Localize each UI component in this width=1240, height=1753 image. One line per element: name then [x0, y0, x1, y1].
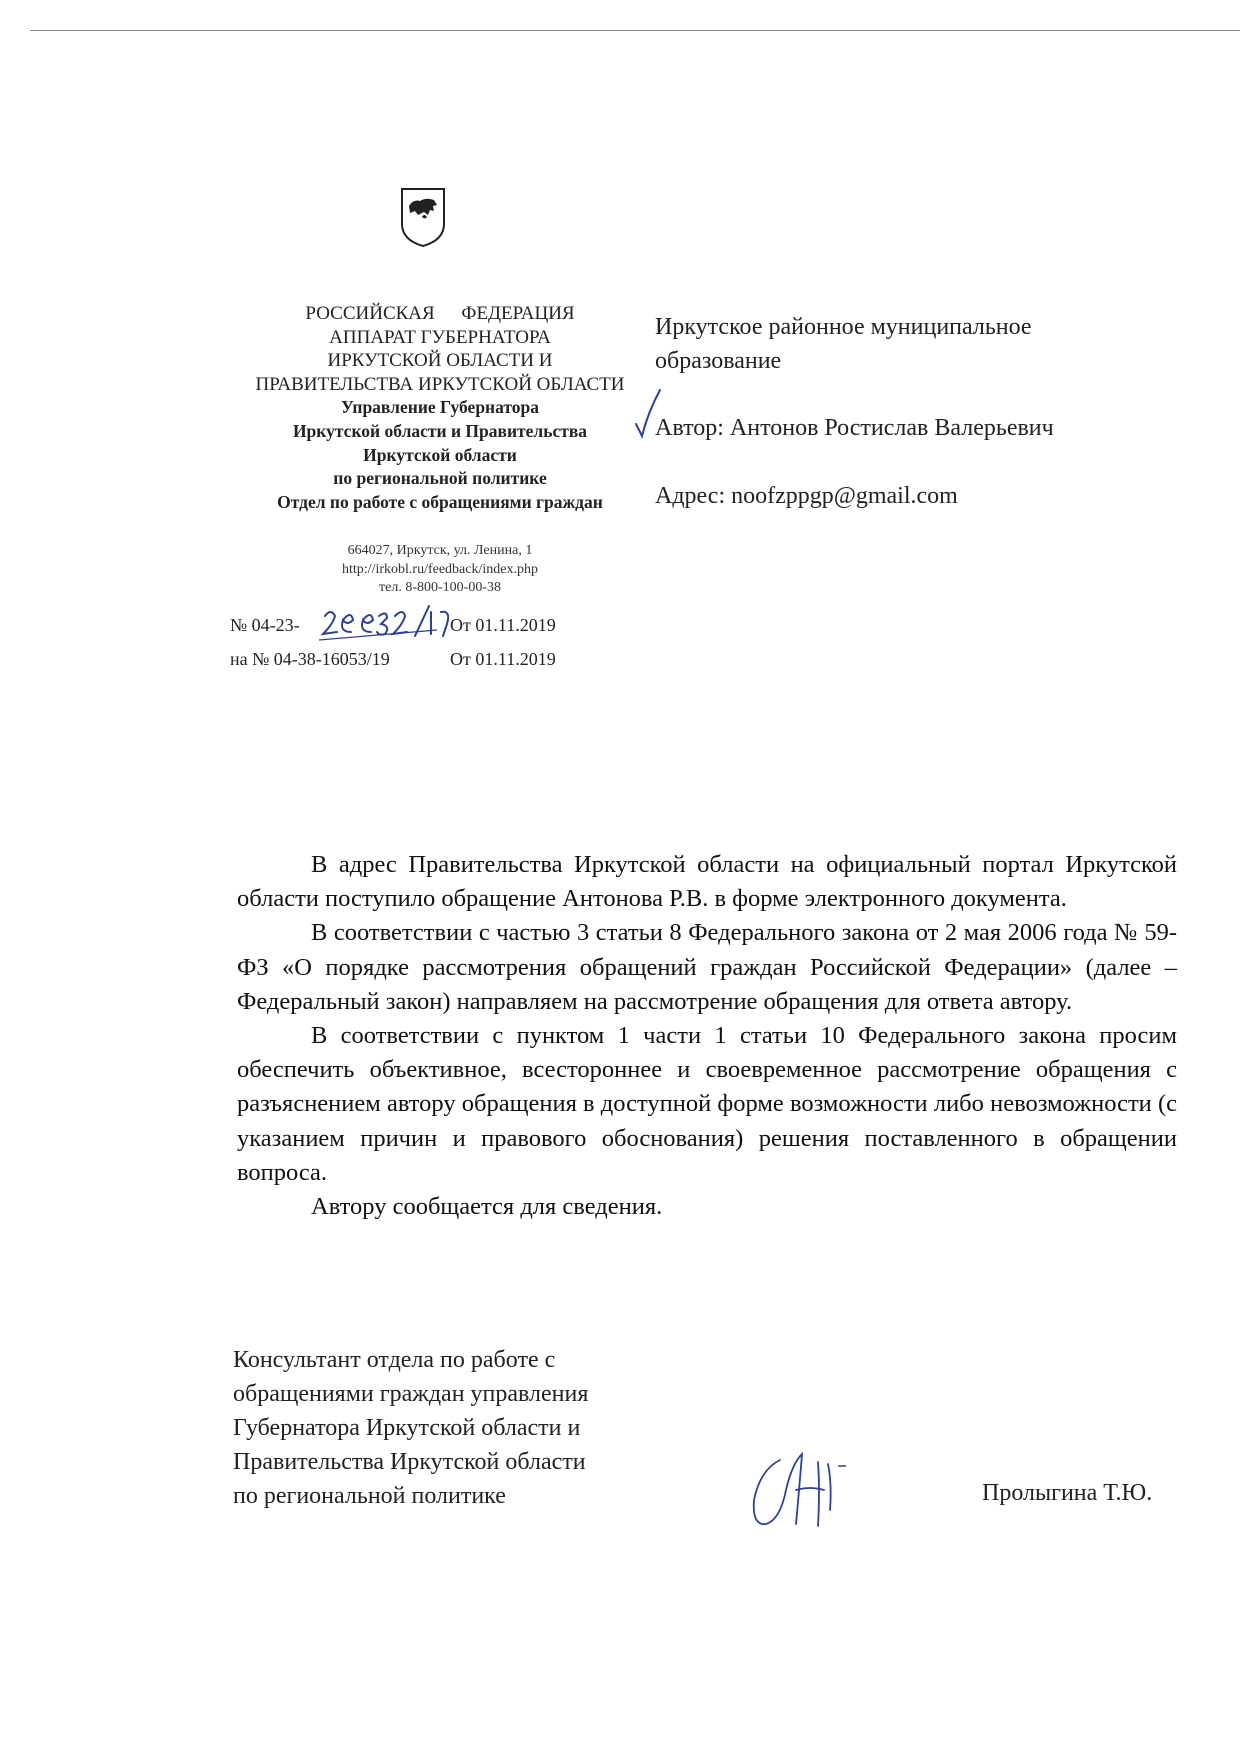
document-references: [230, 608, 556, 676]
sender-website: http://irkobl.ru/feedback/index.php: [342, 561, 538, 577]
dept-line: Иркутской области: [363, 444, 517, 465]
signer-position-line: Губернатора Иркутской области и: [233, 1415, 581, 1441]
signer-name: Пролыгина Т.Ю.: [982, 1480, 1153, 1506]
handwritten-signature: [740, 1440, 880, 1540]
page-top-rule: [30, 30, 1240, 31]
org-line: ИРКУТСКОЙ ОБЛАСТИ И: [327, 350, 553, 371]
addressee-block: [655, 310, 1054, 509]
signer-position-line: по региональной политике: [233, 1483, 506, 1509]
dept-line: Отдел по работе с обращениями граждан: [277, 492, 603, 513]
dept-line: Иркутской области и Правительства: [292, 420, 588, 441]
org-line: АППАРАТ ГУБЕРНАТОРА: [329, 326, 551, 348]
signer-position: [233, 1343, 588, 1513]
signer-position-line: обращениями граждан управления: [233, 1381, 589, 1407]
body-paragraph: В соответствии с частью 3 статьи 8 Федерального закона от 2 мая 2006 года № 59-ФЗ «О порядке рассмотрения обращений граждан Российской Федерации» (далее – Федеральный закон) направляем на рассмотрение обращения для ответа автору.: [237, 919, 1177, 1015]
sender-organization-block: [228, 302, 652, 515]
org-line: РОССИЙСКАЯ ФЕДЕРАЦИЯ: [305, 303, 575, 324]
coat-of-arms-emblem: [398, 186, 448, 248]
recipient-line: образование: [655, 348, 782, 374]
incoming-number: на № 04-38-16053/19: [230, 649, 390, 669]
dept-line: Управление Губернатора: [340, 397, 540, 417]
sender-contacts: [290, 542, 590, 598]
recipient-line: Иркутское районное муниципальное: [655, 314, 1032, 340]
handwritten-outgoing-number: [317, 602, 457, 646]
sender-phone: тел. 8-800-100-00-38: [379, 580, 501, 595]
incoming-reference: [230, 642, 556, 676]
dept-line: по региональной политике: [333, 468, 547, 489]
outgoing-number-prefix: № 04-23-: [230, 615, 300, 635]
body-paragraph: Автору сообщается для сведения.: [311, 1193, 663, 1221]
signer-position-line: Правительства Иркутской области: [233, 1449, 586, 1475]
letter-body: [237, 848, 1177, 1224]
incoming-date: От 01.11.2019: [450, 649, 556, 669]
sender-address: 664027, Иркутск, ул. Ленина, 1: [347, 543, 533, 558]
outgoing-reference: [230, 608, 556, 642]
outgoing-date: От 01.11.2019: [450, 615, 556, 635]
signer-position-line: Консультант отдела по работе с: [233, 1347, 556, 1373]
org-line: ПРАВИТЕЛЬСТВА ИРКУТСКОЙ ОБЛАСТИ: [255, 373, 625, 395]
body-paragraph: В адрес Правительства Иркутской области на официальный портал Иркутской области поступило обращение Антонова Р.В. в форме электронного документа.: [237, 851, 1177, 913]
body-paragraph: В соответствии с пунктом 1 части 1 статьи 10 Федерального закона просим обеспечить объективное, всестороннее и своевременное рассмотрение обращения с разъяснением автору обращения в доступной форме возможности либо невозможности (с указанием причин и правового обоснования) решения поставленного в обращении вопроса.: [237, 1022, 1177, 1186]
author-email: Адрес: noofzppgp@gmail.com: [655, 483, 958, 509]
author-name: Автор: Антонов Ростислав Валерьевич: [655, 415, 1054, 441]
